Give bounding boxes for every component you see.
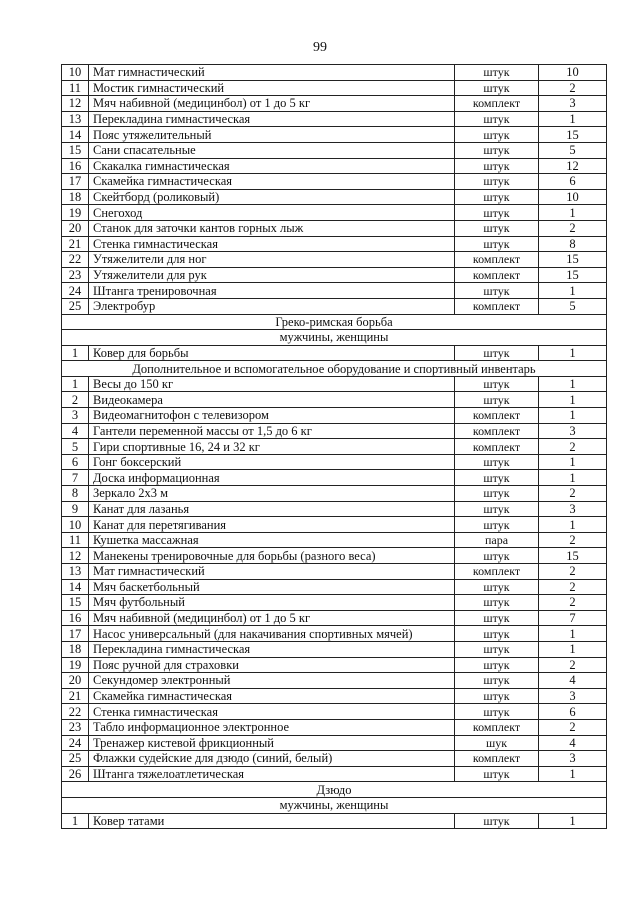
item-quantity: 15 bbox=[539, 267, 607, 283]
row-number: 12 bbox=[62, 548, 89, 564]
table-row bbox=[62, 719, 607, 735]
item-name: Мяч набивной (медицинбол) от 1 до 5 кг bbox=[89, 610, 455, 626]
row-number: 11 bbox=[62, 532, 89, 548]
table-row bbox=[62, 673, 607, 689]
item-quantity: 3 bbox=[539, 688, 607, 704]
item-unit: шук bbox=[455, 735, 539, 751]
table-row bbox=[62, 688, 607, 704]
table-row bbox=[62, 392, 607, 408]
table-row bbox=[62, 548, 607, 564]
table-row bbox=[62, 174, 607, 190]
item-name: Мяч набивной (медицинбол) от 1 до 5 кг bbox=[89, 96, 455, 112]
table-row bbox=[62, 205, 607, 221]
section-row bbox=[62, 797, 607, 813]
item-quantity: 15 bbox=[539, 548, 607, 564]
row-number: 16 bbox=[62, 158, 89, 174]
item-quantity: 12 bbox=[539, 158, 607, 174]
row-number: 1 bbox=[62, 813, 89, 829]
item-name: Гантели переменной массы от 1,5 до 6 кг bbox=[89, 423, 455, 439]
table-row bbox=[62, 704, 607, 720]
item-unit: штук bbox=[455, 80, 539, 96]
row-number: 8 bbox=[62, 486, 89, 502]
table-row bbox=[62, 579, 607, 595]
item-unit: штук bbox=[455, 595, 539, 611]
item-unit: штук bbox=[455, 454, 539, 470]
section-row bbox=[62, 361, 607, 377]
row-number: 4 bbox=[62, 423, 89, 439]
row-number: 21 bbox=[62, 236, 89, 252]
item-name: Зеркало 2х3 м bbox=[89, 486, 455, 502]
section-row bbox=[62, 330, 607, 346]
item-name: Гонг боксерский bbox=[89, 454, 455, 470]
table-row bbox=[62, 96, 607, 112]
table-row bbox=[62, 127, 607, 143]
item-name: Скамейка гимнастическая bbox=[89, 688, 455, 704]
table-row bbox=[62, 252, 607, 268]
item-unit: штук bbox=[455, 673, 539, 689]
item-quantity: 5 bbox=[539, 142, 607, 158]
item-quantity: 2 bbox=[539, 595, 607, 611]
item-unit: штук bbox=[455, 548, 539, 564]
item-name: Мат гимнастический bbox=[89, 564, 455, 580]
table-row bbox=[62, 376, 607, 392]
item-unit: штук bbox=[455, 158, 539, 174]
section-heading: Дополнительное и вспомогательное оборудование и спортивный инвентарь bbox=[62, 361, 607, 377]
item-name: Секундомер электронный bbox=[89, 673, 455, 689]
item-name: Манекены тренировочные для борьбы (разного веса) bbox=[89, 548, 455, 564]
row-number: 15 bbox=[62, 142, 89, 158]
item-quantity: 4 bbox=[539, 735, 607, 751]
table-row bbox=[62, 735, 607, 751]
item-unit: штук bbox=[455, 111, 539, 127]
item-name: Канат для перетягивания bbox=[89, 517, 455, 533]
table-row bbox=[62, 423, 607, 439]
item-quantity: 1 bbox=[539, 376, 607, 392]
section-heading: мужчины, женщины bbox=[62, 330, 607, 346]
item-name: Мостик гимнастический bbox=[89, 80, 455, 96]
item-unit: штук bbox=[455, 189, 539, 205]
item-quantity: 2 bbox=[539, 564, 607, 580]
table-row bbox=[62, 439, 607, 455]
table-row bbox=[62, 501, 607, 517]
row-number: 20 bbox=[62, 673, 89, 689]
item-name: Сани спасательные bbox=[89, 142, 455, 158]
item-quantity: 2 bbox=[539, 579, 607, 595]
table-row bbox=[62, 486, 607, 502]
row-number: 26 bbox=[62, 766, 89, 782]
item-name: Электробур bbox=[89, 298, 455, 314]
row-number: 9 bbox=[62, 501, 89, 517]
row-number: 5 bbox=[62, 439, 89, 455]
item-name: Мат гимнастический bbox=[89, 65, 455, 81]
table-row bbox=[62, 220, 607, 236]
item-quantity: 1 bbox=[539, 283, 607, 299]
table-row bbox=[62, 111, 607, 127]
table-row bbox=[62, 298, 607, 314]
row-number: 14 bbox=[62, 579, 89, 595]
table-row bbox=[62, 158, 607, 174]
item-name: Табло информационное электронное bbox=[89, 719, 455, 735]
item-name: Весы до 150 кг bbox=[89, 376, 455, 392]
item-unit: штук bbox=[455, 127, 539, 143]
row-number: 24 bbox=[62, 283, 89, 299]
table-row bbox=[62, 345, 607, 361]
row-number: 17 bbox=[62, 626, 89, 642]
item-name: Станок для заточки кантов горных лыж bbox=[89, 220, 455, 236]
row-number: 22 bbox=[62, 704, 89, 720]
item-unit: штук bbox=[455, 501, 539, 517]
item-quantity: 1 bbox=[539, 641, 607, 657]
row-number: 2 bbox=[62, 392, 89, 408]
row-number: 13 bbox=[62, 564, 89, 580]
table-row bbox=[62, 532, 607, 548]
item-quantity: 10 bbox=[539, 65, 607, 81]
item-name: Утяжелители для рук bbox=[89, 267, 455, 283]
item-quantity: 4 bbox=[539, 673, 607, 689]
page-number: 99 bbox=[313, 40, 327, 55]
row-number: 18 bbox=[62, 189, 89, 205]
item-quantity: 10 bbox=[539, 189, 607, 205]
table-row bbox=[62, 657, 607, 673]
table-row bbox=[62, 626, 607, 642]
table-row bbox=[62, 517, 607, 533]
section-heading: Дзюдо bbox=[62, 782, 607, 798]
item-quantity: 1 bbox=[539, 345, 607, 361]
item-unit: штук bbox=[455, 283, 539, 299]
item-quantity: 2 bbox=[539, 439, 607, 455]
table-row bbox=[62, 267, 607, 283]
table-row bbox=[62, 408, 607, 424]
item-quantity: 15 bbox=[539, 127, 607, 143]
item-quantity: 3 bbox=[539, 96, 607, 112]
table-row bbox=[62, 751, 607, 767]
item-quantity: 8 bbox=[539, 236, 607, 252]
item-unit: штук bbox=[455, 142, 539, 158]
row-number: 11 bbox=[62, 80, 89, 96]
item-name: Стенка гимнастическая bbox=[89, 704, 455, 720]
item-name: Флажки судейские для дзюдо (синий, белый) bbox=[89, 751, 455, 767]
item-name: Утяжелители для ног bbox=[89, 252, 455, 268]
row-number: 19 bbox=[62, 657, 89, 673]
item-quantity: 2 bbox=[539, 719, 607, 735]
item-unit: штук bbox=[455, 517, 539, 533]
item-unit: комплект bbox=[455, 751, 539, 767]
item-name: Гири спортивные 16, 24 и 32 кг bbox=[89, 439, 455, 455]
item-unit: штук bbox=[455, 704, 539, 720]
row-number: 17 bbox=[62, 174, 89, 190]
item-name: Видеомагнитофон с телевизором bbox=[89, 408, 455, 424]
item-quantity: 2 bbox=[539, 486, 607, 502]
item-name: Пояс утяжелительный bbox=[89, 127, 455, 143]
item-name: Кушетка массажная bbox=[89, 532, 455, 548]
item-unit: штук bbox=[455, 392, 539, 408]
item-unit: штук bbox=[455, 641, 539, 657]
row-number: 16 bbox=[62, 610, 89, 626]
item-unit: комплект bbox=[455, 408, 539, 424]
row-number: 23 bbox=[62, 719, 89, 735]
item-quantity: 1 bbox=[539, 392, 607, 408]
item-unit: штук bbox=[455, 376, 539, 392]
table-row bbox=[62, 595, 607, 611]
item-quantity: 1 bbox=[539, 408, 607, 424]
item-quantity: 1 bbox=[539, 766, 607, 782]
item-quantity: 6 bbox=[539, 174, 607, 190]
row-number: 13 bbox=[62, 111, 89, 127]
row-number: 1 bbox=[62, 376, 89, 392]
section-heading: Греко-римская борьба bbox=[62, 314, 607, 330]
row-number: 23 bbox=[62, 267, 89, 283]
row-number: 19 bbox=[62, 205, 89, 221]
item-name: Штанга тяжелоатлетическая bbox=[89, 766, 455, 782]
row-number: 7 bbox=[62, 470, 89, 486]
item-name: Насос универсальный (для накачивания спортивных мячей) bbox=[89, 626, 455, 642]
item-quantity: 7 bbox=[539, 610, 607, 626]
row-number: 21 bbox=[62, 688, 89, 704]
item-quantity: 3 bbox=[539, 423, 607, 439]
item-name: Мяч футбольный bbox=[89, 595, 455, 611]
table-row bbox=[62, 80, 607, 96]
row-number: 24 bbox=[62, 735, 89, 751]
row-number: 15 bbox=[62, 595, 89, 611]
table-row bbox=[62, 236, 607, 252]
row-number: 20 bbox=[62, 220, 89, 236]
item-unit: штук bbox=[455, 470, 539, 486]
section-heading: мужчины, женщины bbox=[62, 797, 607, 813]
item-quantity: 15 bbox=[539, 252, 607, 268]
table-row bbox=[62, 813, 607, 829]
table-row bbox=[62, 142, 607, 158]
table-row bbox=[62, 283, 607, 299]
item-quantity: 5 bbox=[539, 298, 607, 314]
row-number: 1 bbox=[62, 345, 89, 361]
item-unit: комплект bbox=[455, 96, 539, 112]
item-quantity: 1 bbox=[539, 205, 607, 221]
item-unit: комплект bbox=[455, 439, 539, 455]
item-name: Стенка гимнастическая bbox=[89, 236, 455, 252]
item-name: Скакалка гимнастическая bbox=[89, 158, 455, 174]
item-unit: штук bbox=[455, 813, 539, 829]
row-number: 22 bbox=[62, 252, 89, 268]
item-unit: штук bbox=[455, 766, 539, 782]
item-name: Скамейка гимнастическая bbox=[89, 174, 455, 190]
table-row bbox=[62, 470, 607, 486]
item-name: Доска информационная bbox=[89, 470, 455, 486]
item-unit: штук bbox=[455, 688, 539, 704]
item-name: Снегоход bbox=[89, 205, 455, 221]
table-row bbox=[62, 65, 607, 81]
item-quantity: 3 bbox=[539, 751, 607, 767]
item-unit: комплект bbox=[455, 423, 539, 439]
item-name: Скейтборд (роликовый) bbox=[89, 189, 455, 205]
table-row bbox=[62, 641, 607, 657]
item-quantity: 1 bbox=[539, 517, 607, 533]
row-number: 10 bbox=[62, 517, 89, 533]
item-quantity: 1 bbox=[539, 813, 607, 829]
row-number: 10 bbox=[62, 65, 89, 81]
row-number: 25 bbox=[62, 298, 89, 314]
item-quantity: 6 bbox=[539, 704, 607, 720]
row-number: 3 bbox=[62, 408, 89, 424]
item-name: Перекладина гимнастическая bbox=[89, 111, 455, 127]
item-unit: штук bbox=[455, 236, 539, 252]
item-unit: комплект bbox=[455, 252, 539, 268]
item-name: Штанга тренировочная bbox=[89, 283, 455, 299]
item-quantity: 2 bbox=[539, 80, 607, 96]
item-unit: комплект bbox=[455, 267, 539, 283]
item-unit: штук bbox=[455, 174, 539, 190]
item-unit: комплект bbox=[455, 719, 539, 735]
item-quantity: 1 bbox=[539, 470, 607, 486]
row-number: 18 bbox=[62, 641, 89, 657]
item-unit: штук bbox=[455, 657, 539, 673]
item-unit: комплект bbox=[455, 298, 539, 314]
equipment-table bbox=[61, 64, 607, 829]
item-quantity: 1 bbox=[539, 626, 607, 642]
section-row bbox=[62, 782, 607, 798]
item-unit: штук bbox=[455, 345, 539, 361]
item-quantity: 1 bbox=[539, 111, 607, 127]
item-quantity: 2 bbox=[539, 657, 607, 673]
row-number: 6 bbox=[62, 454, 89, 470]
item-unit: штук bbox=[455, 626, 539, 642]
row-number: 14 bbox=[62, 127, 89, 143]
item-name: Мяч баскетбольный bbox=[89, 579, 455, 595]
item-name: Ковер для борьбы bbox=[89, 345, 455, 361]
item-unit: комплект bbox=[455, 564, 539, 580]
row-number: 25 bbox=[62, 751, 89, 767]
item-quantity: 2 bbox=[539, 532, 607, 548]
item-name: Видеокамера bbox=[89, 392, 455, 408]
item-unit: штук bbox=[455, 579, 539, 595]
item-unit: штук bbox=[455, 65, 539, 81]
item-name: Ковер татами bbox=[89, 813, 455, 829]
table-row bbox=[62, 454, 607, 470]
table-row bbox=[62, 564, 607, 580]
item-name: Тренажер кистевой фрикционный bbox=[89, 735, 455, 751]
table-row bbox=[62, 766, 607, 782]
item-unit: пара bbox=[455, 532, 539, 548]
item-quantity: 1 bbox=[539, 454, 607, 470]
item-quantity: 2 bbox=[539, 220, 607, 236]
item-name: Перекладина гимнастическая bbox=[89, 641, 455, 657]
item-unit: штук bbox=[455, 610, 539, 626]
item-unit: штук bbox=[455, 205, 539, 221]
row-number: 12 bbox=[62, 96, 89, 112]
item-name: Канат для лазанья bbox=[89, 501, 455, 517]
item-unit: штук bbox=[455, 220, 539, 236]
table-row bbox=[62, 189, 607, 205]
section-row bbox=[62, 314, 607, 330]
table-row bbox=[62, 610, 607, 626]
item-unit: штук bbox=[455, 486, 539, 502]
item-name: Пояс ручной для страховки bbox=[89, 657, 455, 673]
item-quantity: 3 bbox=[539, 501, 607, 517]
